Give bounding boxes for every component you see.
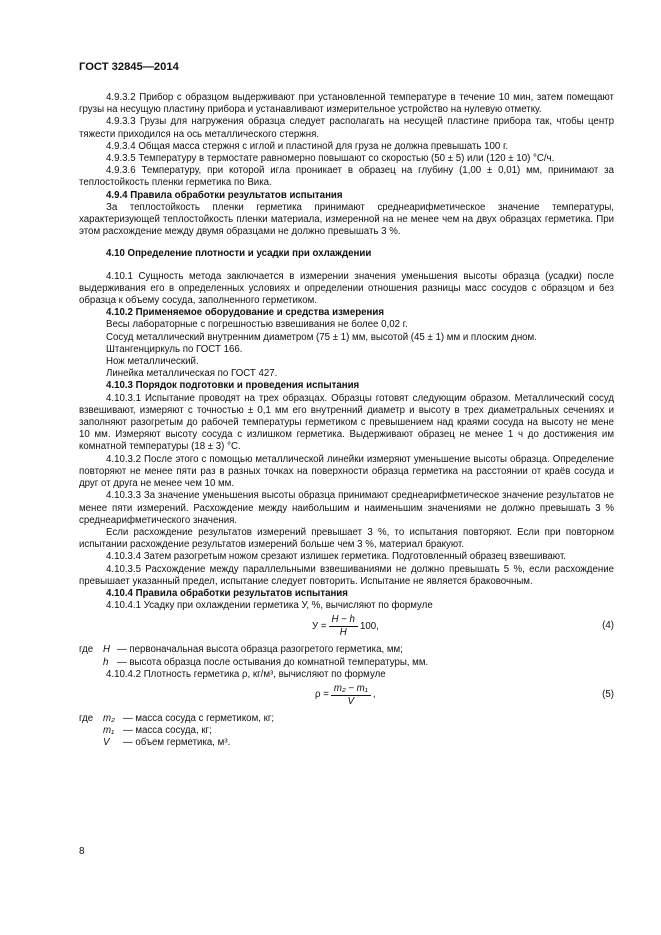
- heading-4-9-4: 4.9.4 Правила обработки результатов испытания: [106, 189, 343, 201]
- clause-4-10-3-1: 4.10.3.1 Испытание проводят на трех образцах. Образцы готовят следующим образом. Металлический сосуд взвешивают, измеряют с точностью ± 0,1 мм его внутренний диаметр и высоту в трех диаметральных сечениях и заполняют разогретым до рабочей температуры герметиком с превышением над краями сосуда на высоту не мене 10 мм. Измеряют высоту сосуда с излишком герметика. Выдерживают образец не менее 1 ч до достижения им комнатной температуры (18 ± 3) °С.: [79, 392, 614, 453]
- where-item: где H — первоначальная высота образца разогретого герметика, мм;: [79, 644, 403, 656]
- formula-4-tail: 100,: [359, 620, 379, 632]
- clause-4-9-3-4: 4.9.3.4 Общая масса стержня с иглой и пластиной для груза не должна превышать 100 г.: [106, 140, 509, 152]
- formula-4-numerator: H − h: [329, 614, 358, 627]
- formula-4-number: (4): [602, 620, 614, 632]
- document-header: ГОСТ 32845—2014: [79, 61, 179, 73]
- clause-4-10-3-2: 4.10.3.2 После этого с помощью металлической линейки измеряют уменьшение высоты образца. Определение повторяют не менее пяти раз в разных точках на поверхности образца герметика на расстоянии от краёв сосуда и друг от друга не менее чем 10 мм.: [79, 453, 614, 490]
- heading-4-10-4: 4.10.4 Правила обработки результатов испытания: [106, 587, 348, 599]
- equipment-item: Штангенциркуль по ГОСТ 166.: [106, 343, 243, 355]
- where-text: — объем герметика, м³.: [123, 737, 231, 749]
- equipment-item: Линейка металлическая по ГОСТ 427.: [106, 368, 278, 380]
- clause-4-10-4-1: 4.10.4.1 Усадку при охлаждении герметика У, %, вычисляют по формуле: [106, 600, 433, 612]
- formula-5-denominator: V: [347, 695, 355, 707]
- clause-4-9-3-2: 4.9.3.2 Прибор с образцом выдерживают при установленной температуре в течение 10 мин, затем помещают грузы на несущую пластину прибора и устанавливают измерительное устройство на нулевую отметку.: [79, 92, 614, 116]
- formula-4-denominator: H: [339, 627, 347, 639]
- clause-4-10-4-2: 4.10.4.2 Плотность герметика ρ, кг/м³, вычисляют по формуле: [106, 668, 386, 680]
- equipment-item: Нож металлический.: [106, 356, 199, 368]
- where-text: — масса сосуда с герметиком, кг;: [123, 712, 275, 724]
- where-text: — масса сосуда, кг;: [123, 725, 212, 737]
- formula-5-tail: ,: [372, 689, 376, 701]
- where-item: [79, 725, 614, 737]
- where-symbol: m₂: [103, 712, 115, 724]
- clause-4-9-3-5: 4.9.3.5 Температуру в термостате равномерно повышают со скоростью (50 ± 5) или (120 ± 10) °С/ч.: [106, 153, 555, 165]
- formula-5-number: (5): [602, 688, 614, 700]
- where-symbol: V: [103, 737, 110, 749]
- formula-4-lhs: У =: [312, 620, 327, 632]
- clause-4-9-3-6: 4.9.3.6 Температуру, при которой игла проникает в образец на глубину (1,00 ± 0,01) мм, принимают за теплостойкость пленки герметика по Вика.: [79, 165, 614, 189]
- page-number: 8: [79, 846, 85, 857]
- where-symbol: H: [103, 644, 110, 656]
- where-text: — первоначальная высота образца разогретого герметика, мм;: [117, 644, 403, 656]
- formula-5-lhs: ρ =: [315, 689, 329, 701]
- equipment-item: Сосуд металлический внутренним диаметром (75 ± 1) мм, высотой (45 ± 1) мм и плоским дном.: [106, 331, 537, 343]
- clause-4-10-3-5: 4.10.3.5 Расхождение между параллельными взвешиваниями не должно превышать 5 %, если расхождение превышает указанный предел, испытание следует повторить. Испытание не является браковочным.: [79, 563, 614, 587]
- clause-4-10-3-3-continued: Если расхождение результатов измерений превышает 3 %, то испытания повторяют. Если при повторном испытании расхождение результатов измерений больше чем 3 %, материал бракуют.: [79, 526, 614, 551]
- where-item: [79, 737, 614, 749]
- equipment-item: Весы лабораторные с погрешностью взвешивания не более 0,02 г.: [106, 319, 408, 331]
- clause-4-10-3-3: 4.10.3.3 За значение уменьшения высоты образца принимают среднеарифметическое значение результатов не менее пяти измерений. Расхождение между наибольшим и наименьшим значениями не должно превышать 3 % среднеарифметического значения.: [79, 490, 614, 526]
- clause-4-9-4: За теплостойкость пленки герметика принимают среднеарифметическое значение температуры, характеризующей теплостойкость пленки материала, измеренной на не менее чем на двух образцах герметика. При этом расхождение между двумя образцами не должно превышать 3 %.: [79, 201, 614, 238]
- clause-4-9-3-3: 4.9.3.3 Грузы для нагружения образца следует располагать на несущей пластине прибора так, чтобы центр тяжести приходился на ось металлического стержня.: [79, 116, 614, 140]
- page-body: [79, 92, 614, 750]
- clause-4-10-1: 4.10.1 Сущность метода заключается в измерении значения уменьшения высоты образца (усадки) после выдерживания его в определенных условиях и определении отношения разницы масс сосудов с образцом и без образца к объему сосуда, заполненного герметиком.: [79, 270, 614, 307]
- clause-4-10-3-4: 4.10.3.4 Затем разогретым ножом срезают излишек герметика. Подготовленный образец взвешивают.: [106, 551, 566, 563]
- formula-5-numerator: m₂ − m₁: [331, 683, 371, 696]
- formula-4: [79, 612, 614, 644]
- where-text: — высота образца после остывания до комнатной температуры, мм.: [117, 656, 429, 668]
- heading-4-10: 4.10 Определение плотности и усадки при охлаждении: [106, 248, 372, 260]
- formula-5: [79, 681, 614, 713]
- where-symbol: h: [103, 656, 109, 668]
- heading-4-10-3: 4.10.3 Порядок подготовки и проведения испытания: [106, 380, 360, 392]
- where-symbol: m₁: [103, 725, 115, 737]
- where-item: где m₂ — масса сосуда с герметиком, кг;: [79, 712, 275, 724]
- heading-4-10-2: 4.10.2 Применяемое оборудование и средства измерения: [106, 307, 384, 319]
- where-item: [79, 657, 614, 669]
